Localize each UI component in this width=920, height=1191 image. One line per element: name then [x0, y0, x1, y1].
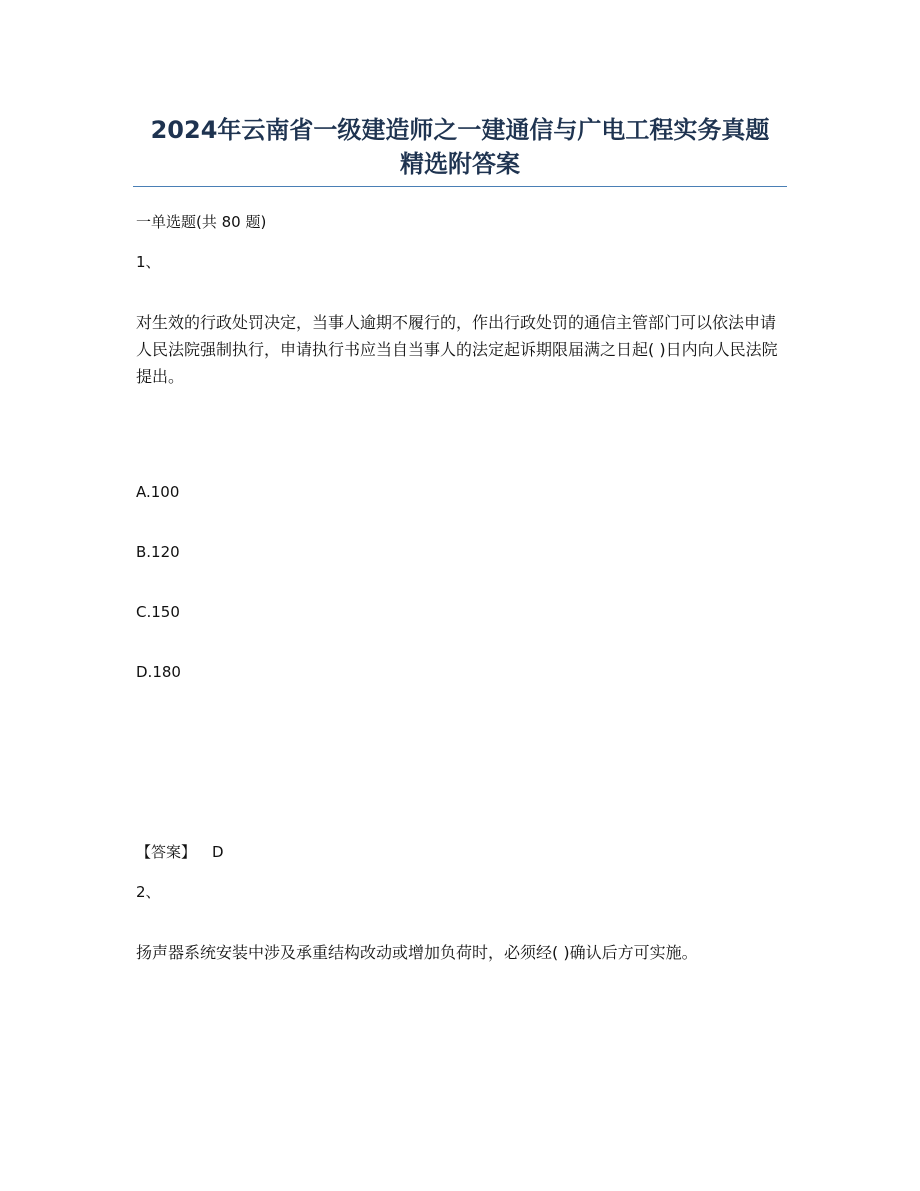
question-text: 扬声器系统安装中涉及承重结构改动或增加负荷时，必须经( )确认后方可实施。	[136, 943, 698, 962]
option-c: C.150	[136, 603, 180, 621]
question-number: 2、	[136, 883, 161, 901]
answer-value: D	[212, 843, 224, 861]
document-title	[100, 113, 820, 181]
section-heading: 一单选题(共 80 题)	[136, 213, 267, 231]
title-divider	[133, 186, 787, 187]
answer-label: 【答案】	[136, 843, 197, 861]
title-line-2: 精选附答案	[400, 150, 520, 178]
question-text: 对生效的行政处罚决定，当事人逾期不履行的，作出行政处罚的通信主管部门可以依法申请人民法院强制执行，申请执行书应当自当事人的法定起诉期限届满之日起( )日内向人民法院提出。	[136, 313, 778, 386]
option-d: D.180	[136, 663, 181, 681]
option-b: B.120	[136, 543, 180, 561]
option-a: A.100	[136, 483, 180, 501]
title-line-1: 2024年云南省一级建造师之一建通信与广电工程实务真题	[150, 116, 770, 144]
question-number: 1、	[136, 253, 161, 271]
